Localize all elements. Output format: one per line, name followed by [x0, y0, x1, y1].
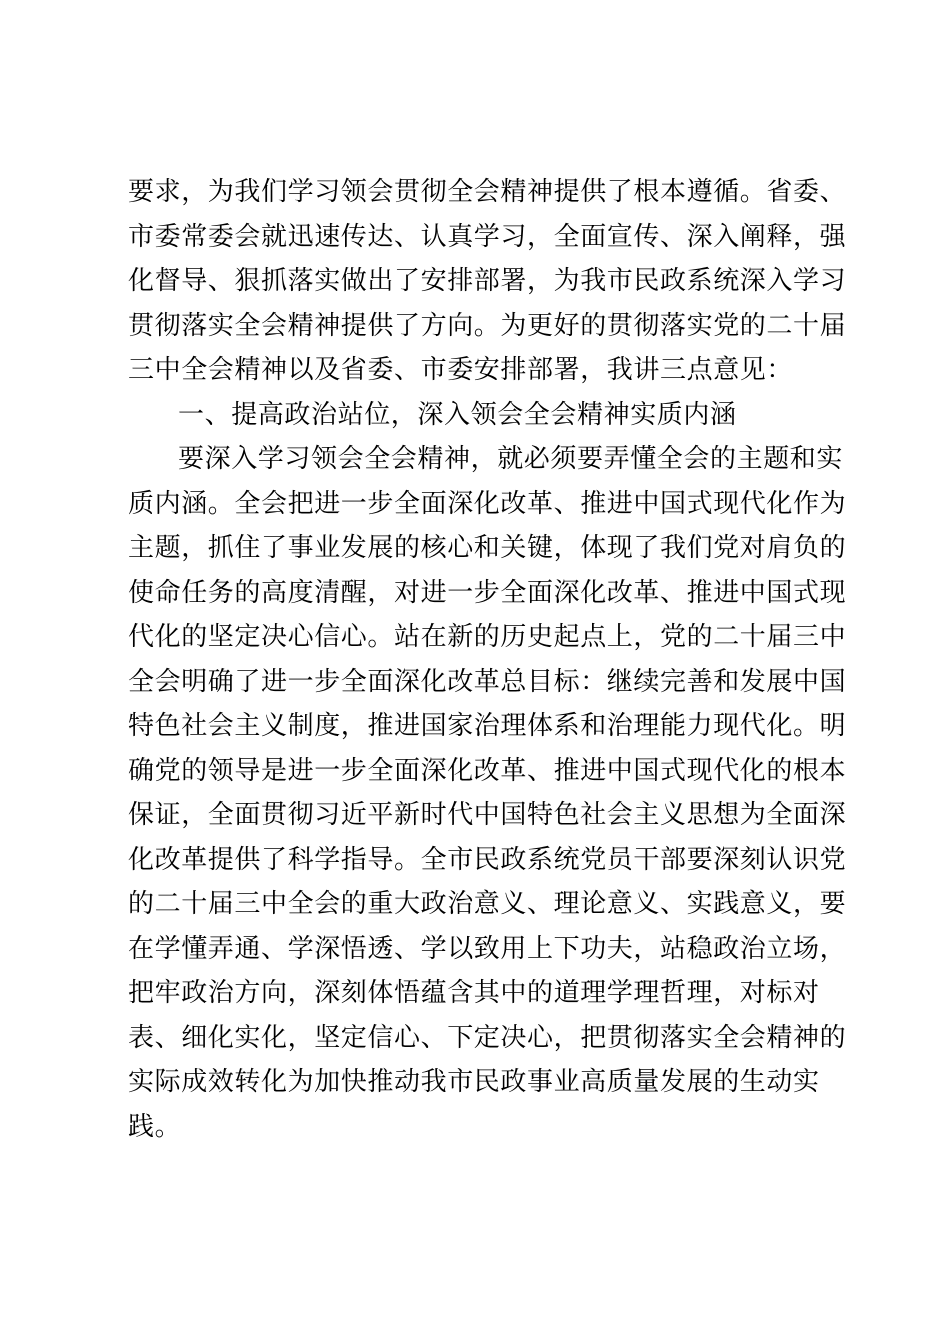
text-line: 化督导、狠抓落实做出了安排部署，为我市民政系统深入学习: [128, 266, 847, 296]
text-line: 贯彻落实全会精神提供了方向。为更好的贯彻落实党的二十届: [128, 310, 847, 341]
text-line: 特色社会主义制度，推进国家治理体系和治理能力现代化。明: [128, 711, 847, 741]
text-line: 主题，抓住了事业发展的核心和关键，体现了我们党对肩负的: [128, 533, 847, 563]
text-line: 要求，为我们学习领会贯彻全会精神提供了根本遵循。省委、: [128, 177, 847, 207]
text-line: 在学懂弄通、学深悟透、学以致用上下功夫，站稳政治立场，: [128, 933, 847, 964]
document-body: [128, 170, 847, 1149]
text-line: 质内涵。全会把进一步全面深化改革、推进中国式现代化作为: [128, 488, 847, 519]
paragraph-first-line: 要深入学习领会全会精神，就必须要弄懂全会的主题和实: [178, 444, 844, 474]
text-line: 践。: [128, 1111, 182, 1142]
text-line: 保证，全面贯彻习近平新时代中国特色社会主义思想为全面深: [128, 800, 847, 830]
section-heading: 一、提高政治站位，深入领会全会精神实质内涵: [178, 399, 737, 430]
text-line: 实际成效转化为加快推动我市民政事业高质量发展的生动实: [128, 1067, 820, 1097]
text-line: 把牢政治方向，深刻体悟蕴含其中的道理学理哲理，对标对: [128, 978, 820, 1008]
text-line: 代化的坚定决心信心。站在新的历史起点上，党的二十届三中: [128, 622, 847, 652]
text-line: 全会明确了进一步全面深化改革总目标：继续完善和发展中国: [128, 666, 847, 697]
text-line: 三中全会精神以及省委、市委安排部署，我讲三点意见：: [128, 355, 794, 385]
text-line: 表、细化实化，坚定信心、下定决心，把贯彻落实全会精神的: [128, 1022, 847, 1053]
text-line: 的二十届三中全会的重大政治意义、理论意义、实践意义，要: [128, 889, 847, 919]
text-line: 确党的领导是进一步全面深化改革、推进中国式现代化的根本: [128, 755, 847, 786]
text-line: 化改革提供了科学指导。全市民政系统党员干部要深刻认识党: [128, 844, 847, 875]
text-line: 使命任务的高度清醒，对进一步全面深化改革、推进中国式现: [128, 577, 847, 608]
text-line: 市委常委会就迅速传达、认真学习，全面宣传、深入阐释，强: [128, 221, 847, 252]
